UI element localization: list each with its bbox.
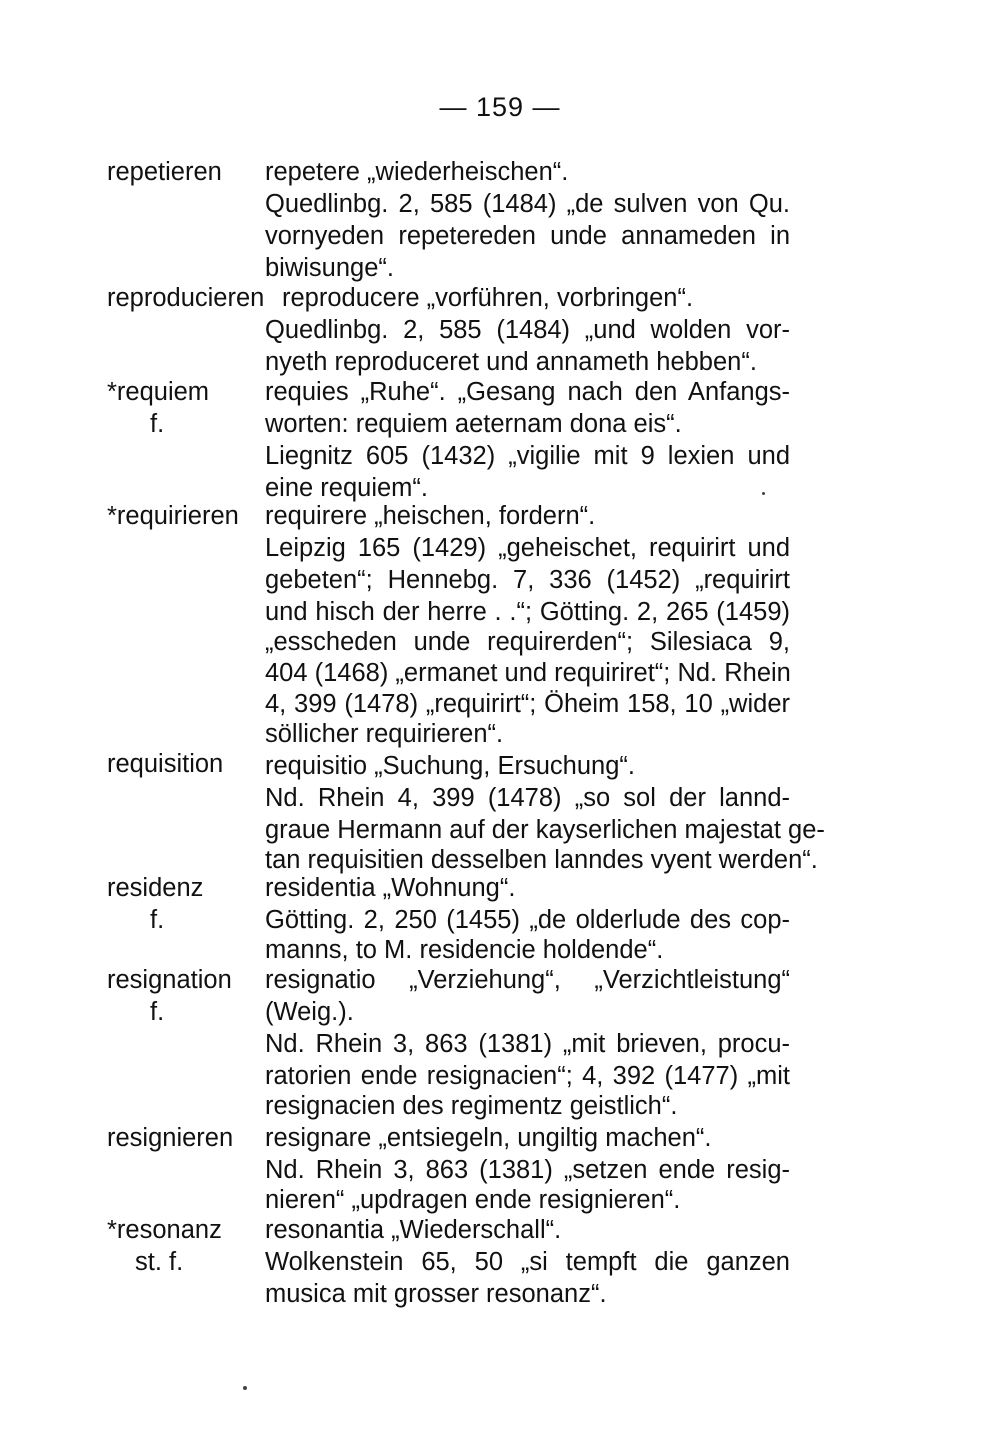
entry-line: requisitio „Suchung, Ersuchung“.	[265, 752, 635, 780]
entry-line: söllicher requirieren“.	[265, 720, 504, 748]
entry-line: 4, 399 (1478) „requirirt“; Öheim 158, 10 „wider	[265, 690, 790, 718]
entry-line: vornyeden repetereden unde annameden in	[265, 222, 790, 250]
entry-line: biwisunge“.	[265, 254, 394, 282]
entry-line: reproducere „vorführen, vorbringen“.	[282, 284, 694, 312]
page-number: — 159 —	[439, 92, 561, 122]
headword-requirieren: *requirieren	[107, 502, 239, 530]
headword-resignation: resignation	[107, 966, 232, 994]
entry-line: graue Hermann auf der kayserlichen majestat ge-	[265, 816, 825, 844]
headword-residenz: residenz	[107, 874, 204, 902]
entry-line: manns, to M. residencie holdende“.	[265, 936, 664, 964]
entry-line: Quedlinbg. 2, 585 (1484) „und wolden vor-	[265, 316, 790, 344]
entry-line: (Weig.).	[265, 998, 354, 1026]
entry-line: „esscheden unde requirerden“; Silesiaca 9,	[265, 628, 790, 656]
entry-line: Nd. Rhein 4, 399 (1478) „so sol der lannd-	[265, 784, 790, 812]
entry-line: residentia „Wohnung“.	[265, 874, 516, 902]
entry-line: worten: requiem aeternam dona eis“.	[265, 410, 682, 438]
entry-line: musica mit grosser resonanz“.	[265, 1280, 607, 1308]
entry-line: nyeth reproduceret und annameth hebben“.	[265, 348, 757, 376]
print-speck	[762, 492, 765, 495]
entry-line: Nd. Rhein 3, 863 (1381) „mit brieven, procu-	[265, 1030, 790, 1058]
entry-line: resignacien des regimentz geistlich“.	[265, 1092, 678, 1120]
entry-line: Leipzig 165 (1429) „geheischet, requirirt und	[265, 534, 790, 562]
entry-line: nieren“ „updragen ende resignieren“.	[265, 1186, 681, 1214]
entry-line: resonantia „Wiederschall“.	[265, 1216, 562, 1244]
entry-line: Quedlinbg. 2, 585 (1484) „de sulven von Qu.	[265, 190, 790, 218]
entry-line: repetere „wiederheischen“.	[265, 158, 569, 186]
entry-line: Nd. Rhein 3, 863 (1381) „setzen ende resig-	[265, 1156, 790, 1184]
entry-line: resignatio „Verziehung“, „Verzichtleistung“	[265, 966, 790, 994]
print-speck	[243, 1386, 247, 1390]
entry-line: gebeten“; Hennebg. 7, 336 (1452) „requirirt	[265, 566, 790, 594]
entry-line: Götting. 2, 250 (1455) „de olderlude des cop-	[265, 906, 790, 934]
headword-requisition: requisition	[107, 750, 224, 778]
entry-line: 404 (1468) „ermanet und requiriret“; Nd. Rhein	[265, 659, 791, 687]
entry-line: requies „Ruhe“. „Gesang nach den Anfangs-	[265, 378, 790, 406]
entry-line: Wolkenstein 65, 50 „si tempft die ganzen	[265, 1248, 790, 1276]
headword-gender: st. f.	[135, 1248, 184, 1276]
headword-resignieren: resignieren	[107, 1124, 234, 1152]
entry-line: tan requisitien desselben lanndes vyent werden“.	[265, 846, 818, 874]
headword-repetieren: repetieren	[107, 158, 222, 186]
headword-resonanz: *resonanz	[107, 1216, 222, 1244]
headword-requiem: *requiem	[107, 378, 210, 406]
entry-line: Liegnitz 605 (1432) „vigilie mit 9 lexien und	[265, 442, 790, 470]
entry-line: resignare „entsiegeln, ungiltig machen“.	[265, 1124, 712, 1152]
headword-reproducieren: reproducieren	[107, 284, 265, 312]
entry-line: requirere „heischen, fordern“.	[265, 502, 596, 530]
headword-gender: f.	[150, 906, 165, 934]
entry-line: eine requiem“.	[265, 474, 428, 502]
entry-line: ratorien ende resignacien“; 4, 392 (1477) „mit	[265, 1062, 790, 1090]
entry-line: und hisch der herre . .“; Götting. 2, 265 (1459)	[265, 598, 790, 626]
headword-gender: f.	[150, 410, 165, 438]
headword-gender: f.	[150, 998, 165, 1026]
